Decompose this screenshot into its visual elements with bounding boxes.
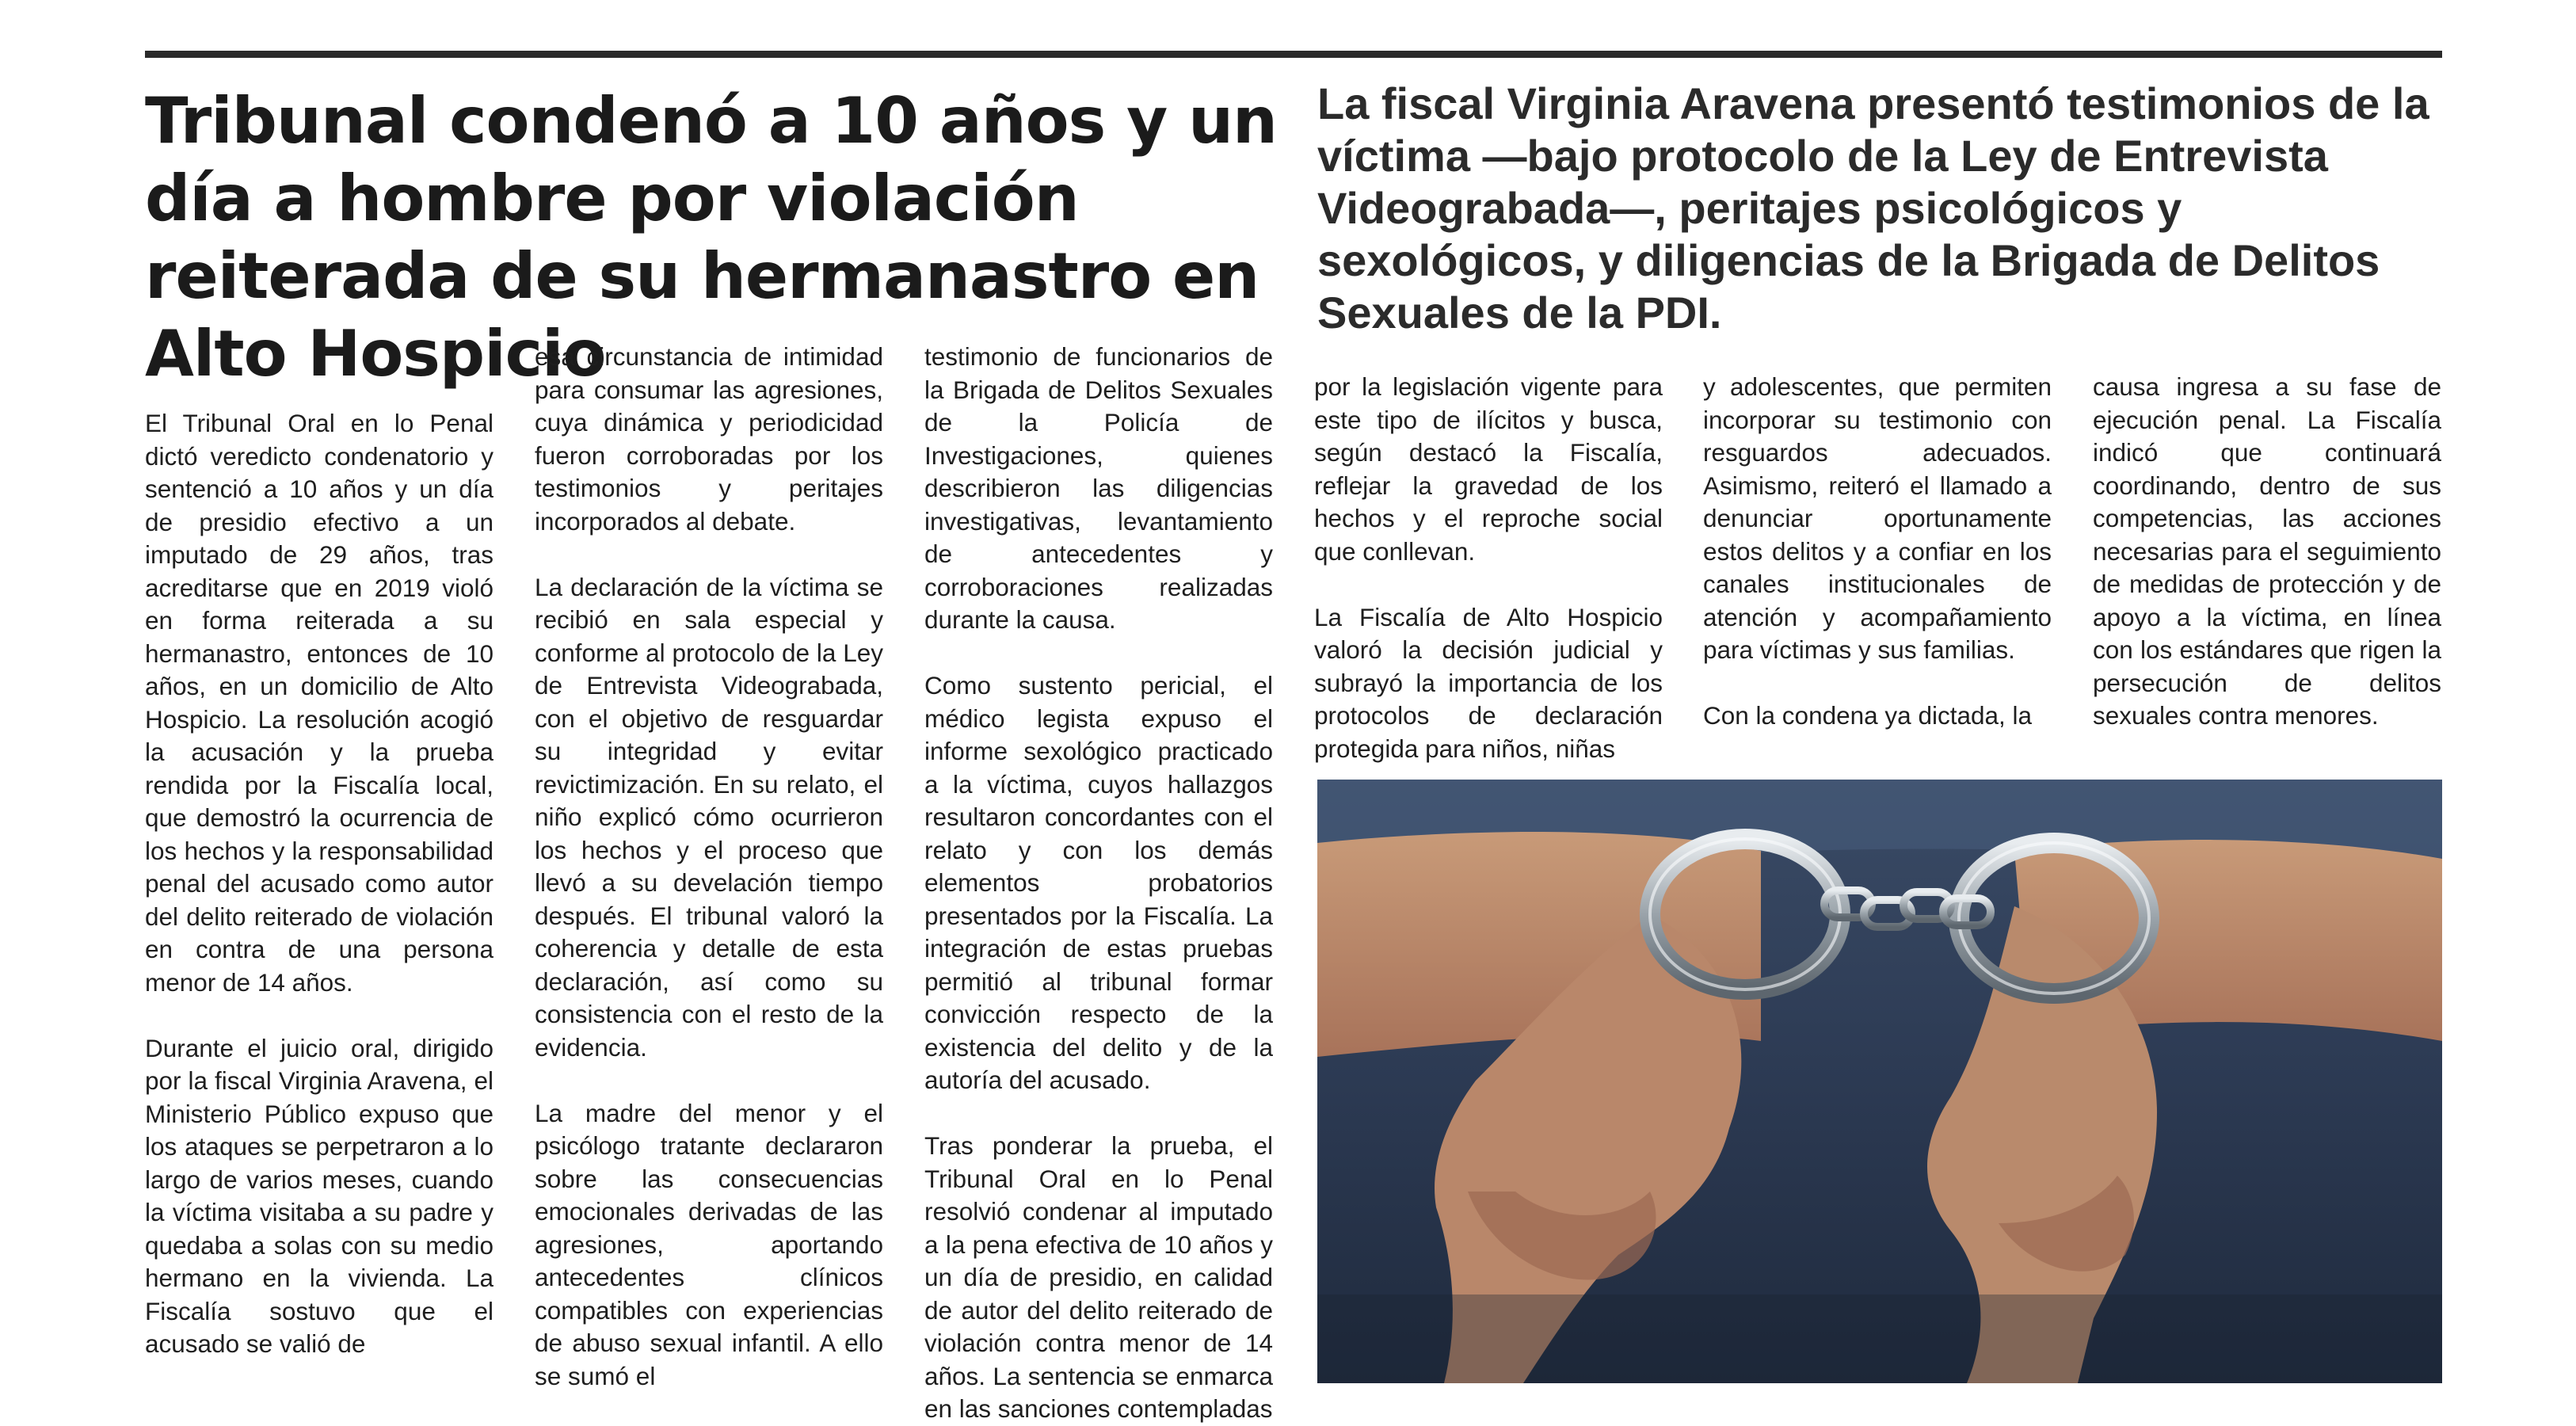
paragraph: La Fiscalía de Alto Hospicio valoró la decisión judicial y subrayó la importancia de los protocolos de declaración protegida para niños, niñas — [1314, 602, 1663, 763]
top-rule — [145, 51, 2442, 58]
article-column-5 — [1703, 371, 2052, 733]
article-column-1 — [145, 407, 493, 1361]
paragraph: causa ingresa a su fase de ejecución penal. La Fiscalía indicó que continuará coordinando, dentro de sus competencias, las acciones necesarias para el seguimiento de medidas de protección y de apoyo a la víctima, en línea con los estándares que rigen la persecución de delitos sexuales contra menores. — [2093, 372, 2441, 730]
paragraph: por la legislación vigente para este tipo de ilícitos y busca, según destacó la Fiscalía, reflejar la gravedad de los hechos y el reproche social que conllevan. — [1314, 372, 1663, 566]
paragraph: La madre del menor y el psicólogo tratante declararon sobre las consecuencias emocionales derivadas de las agresiones, aportando antecedentes clínicos compatibles con experiencias de abuso sexual infantil. A ello se sumó el — [535, 1098, 883, 1390]
paragraph: y adolescentes, que permiten incorporar su testimonio con resguardos adecuados. Asimismo, reiteró el llamado a denunciar oportunamente estos delitos y a confiar en los canales institucionales de atención y acompañamiento para víctimas y sus familias. — [1703, 372, 2052, 664]
handcuffed-hands-photo — [1317, 780, 2442, 1383]
article-column-4 — [1314, 371, 1663, 765]
article-deck: La fiscal Virginia Aravena presentó testimonios de la víctima —bajo protocolo de la Ley de Entrevista Videograbada—, peritajes psicológicos y sexológicos, y diligencias de la Brigada de Delitos Sexuales de la PDI. — [1317, 78, 2429, 337]
article-column-3 — [924, 341, 1273, 1426]
paragraph: Durante el juicio oral, dirigido por la fiscal Virginia Aravena, el Ministerio Público expuso que los ataques se perpetraron a lo largo de varios meses, cuando la víctima visitaba a su padre y quedaba a solas con su medio hermano en la vivienda. La Fiscalía sostuvo que el acusado se valió de — [145, 1033, 493, 1358]
article-column-2 — [535, 341, 883, 1393]
article-headline: Tribunal condenó a 10 años y un día a hombre por violación reiterada de su hermanastro en Alto Hospicio — [145, 84, 1277, 391]
paragraph: Como sustento pericial, el médico legista expuso el informe sexológico practicado a la víctima, cuyos hallazgos resultaron concordantes con el relato y con los demás elementos probatorios presentados por la Fiscalía. La integración de estas pruebas permitió al tribunal formar convicción respecto de la existencia del delito y de la autoría del acusado. — [924, 671, 1273, 1094]
paragraph: Tras ponderar la prueba, el Tribunal Oral en lo Penal resolvió condenar al imputado a la pena efectiva de 10 años y un día de presidio, en calidad de autor del delito reiterado de violación contra menor de 14 años. La sentencia se enmarca en las sanciones contempladas — [924, 1131, 1273, 1423]
paragraph: El Tribunal Oral en lo Penal dictó veredicto condenatorio y sentenció a 10 años y un día de presidio efectivo a un imputado de 29 años, tras acreditarse que en 2019 violó en forma reiterada a su hermanastro, entonces de 10 años, en un domicilio de Alto Hospicio. La resolución acogió la acusación y la prueba rendida por la Fiscalía local, que demostró la ocurrencia de los hechos y la responsabilidad penal del acusado como autor del delito reiterado de violación en contra de una persona menor de 14 años. — [145, 409, 493, 997]
paragraph: esa circunstancia de intimidad para consumar las agresiones, cuya dinámica y periodicidad fueron corroboradas por los testimonios y peritajes incorporados al debate. — [535, 342, 883, 536]
paragraph: La declaración de la víctima se recibió en sala especial y conforme al protocolo de la Ley de Entrevista Videograbada, con el objetivo de resguardar su integridad y evitar revictimización. En su relato, el niño explicó cómo ocurrieron los hechos y el proceso que llevó a su develación tiempo después. El tribunal valoró la coherencia y detalle de esta declaración, así como su consistencia con el resto de la evidencia. — [535, 572, 883, 1062]
paragraph: testimonio de funcionarios de la Brigada de Delitos Sexuales de la Policía de Investigaciones, quienes describieron las diligencias investigativas, levantamiento de antecedentes y corroboraciones realizadas durante la causa. — [924, 342, 1273, 634]
paragraph: Con la condena ya dictada, la — [1703, 701, 2033, 730]
article-column-6 — [2093, 371, 2441, 733]
